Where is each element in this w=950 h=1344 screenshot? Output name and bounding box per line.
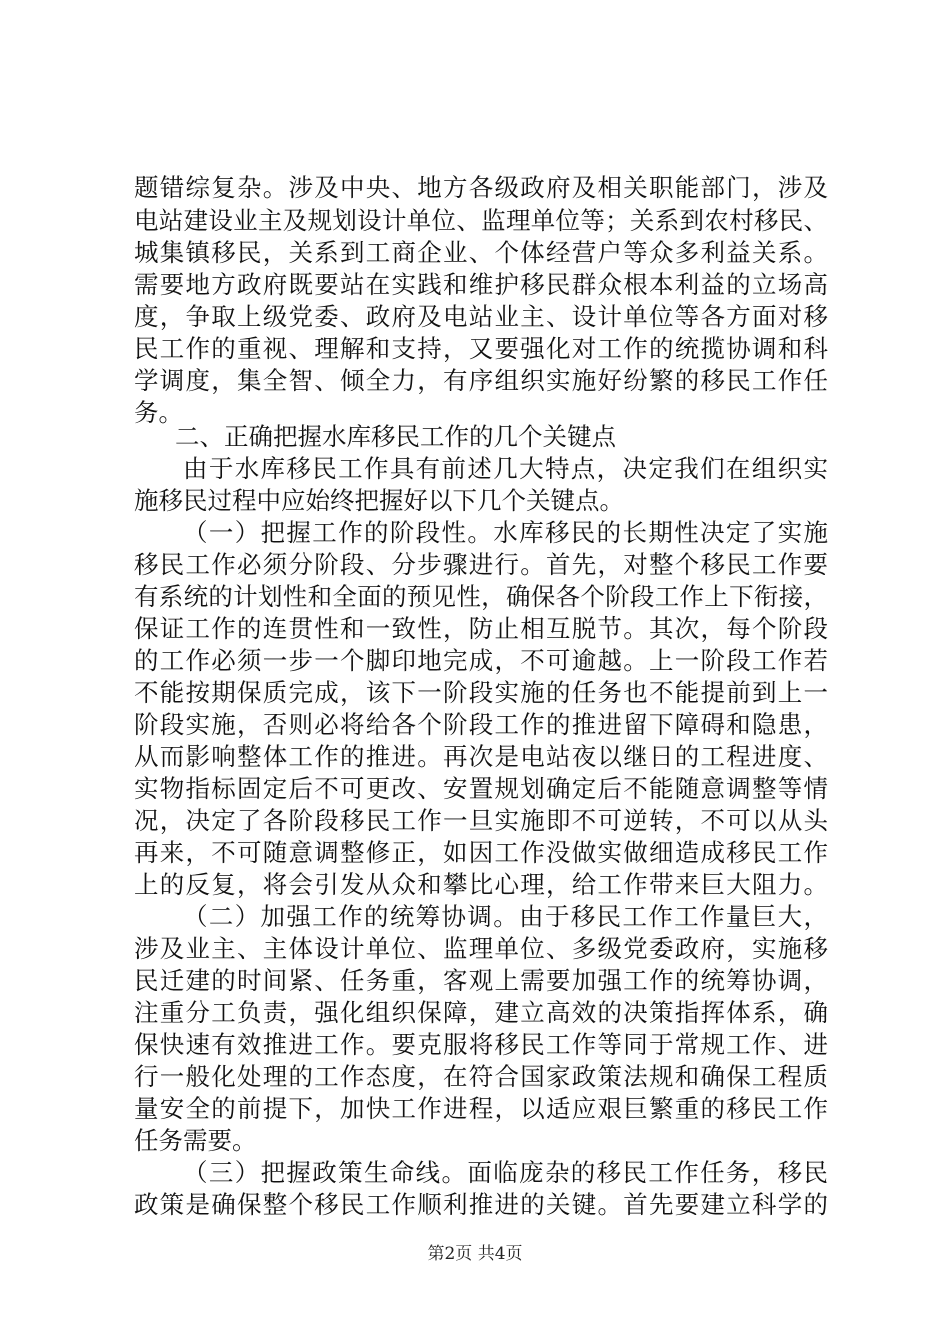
body-text-line: 施移民过程中应始终把握好以下几个关键点。 (134, 486, 624, 515)
body-text-line: 民工作的重视、理解和支持，又要强化对工作的统揽协调和科 (134, 334, 828, 363)
body-text-line: 有系统的计划性和全面的预见性，确保各个阶段工作上下衔接， (134, 582, 828, 611)
body-text-line: 上的反复，将会引发从众和攀比心理，给工作带来巨大阻力。 (134, 870, 828, 899)
body-text-line: 从而影响整体工作的推进。再次是电站夜以继日的工程进度、 (134, 742, 828, 771)
body-text-line: 的工作必须一步一个脚印地完成，不可逾越。上一阶段工作若 (134, 646, 828, 675)
body-text-line: 务。 (134, 398, 183, 427)
body-text-line: 保快速有效推进工作。要克服将移民工作等同于常规工作、进 (134, 1030, 828, 1059)
paragraph-first-line: （一）把握工作的阶段性。水库移民的长期性决定了实施 (183, 518, 828, 547)
body-text-line: 需要地方政府既要站在实践和维护移民群众根本利益的立场高 (134, 270, 828, 299)
paragraph-first-line: 由于水库移民工作具有前述几大特点，决定我们在组织实 (183, 454, 828, 483)
body-text-line: 实物指标固定后不可更改、安置规划确定后不能随意调整等情 (134, 774, 828, 803)
body-text-line: 题错综复杂。涉及中央、地方各级政府及相关职能部门，涉及 (134, 173, 828, 202)
body-text-line: 况，决定了各阶段移民工作一旦实施即不可逆转，不可以从头 (134, 806, 828, 835)
body-text-line: 再来，不可随意调整修正，如因工作没做实做细造成移民工作 (134, 838, 828, 867)
paragraph-first-line: （二）加强工作的统筹协调。由于移民工作工作量巨大， (183, 902, 828, 931)
paragraph-first-line: （三）把握政策生命线。面临庞杂的移民工作任务，移民 (183, 1158, 828, 1187)
body-text-line: 政策是确保整个移民工作顺利推进的关键。首先要建立科学的 (134, 1190, 828, 1219)
body-text-line: 学调度，集全智、倾全力，有序组织实施好纷繁的移民工作任 (134, 366, 828, 395)
body-text-line: 注重分工负责，强化组织保障，建立高效的决策指挥体系，确 (134, 998, 828, 1027)
body-text-line: 度，争取上级党委、政府及电站业主、设计单位等各方面对移 (134, 302, 828, 331)
body-text-line: 保证工作的连贯性和一致性，防止相互脱节。其次，每个阶段 (134, 614, 828, 643)
body-text-line: 量安全的前提下，加快工作进程，以适应艰巨繁重的移民工作 (134, 1094, 828, 1123)
section-heading: 二、正确把握水库移民工作的几个关键点 (175, 422, 616, 451)
body-text-line: 民迁建的时间紧、任务重，客观上需要加强工作的统筹协调， (134, 966, 828, 995)
body-text-line: 行一般化处理的工作态度，在符合国家政策法规和确保工程质 (134, 1062, 828, 1091)
body-text-line: 涉及业主、主体设计单位、监理单位、多级党委政府，实施移 (134, 934, 828, 963)
body-text-line: 不能按期保质完成，该下一阶段实施的任务也不能提前到上一 (134, 678, 828, 707)
body-text-line: 电站建设业主及规划设计单位、监理单位等；关系到农村移民、 (134, 206, 828, 235)
body-text-line: 移民工作必须分阶段、分步骤进行。首先，对整个移民工作要 (134, 550, 828, 579)
body-text-line: 任务需要。 (134, 1126, 257, 1155)
body-text-line: 城集镇移民，关系到工商企业、个体经营户等众多利益关系。 (134, 238, 828, 267)
body-text-line: 阶段实施，否则必将给各个阶段工作的推进留下障碍和隐患， (134, 710, 828, 739)
page-number-footer: 第2页 共4页 (427, 1244, 523, 1264)
